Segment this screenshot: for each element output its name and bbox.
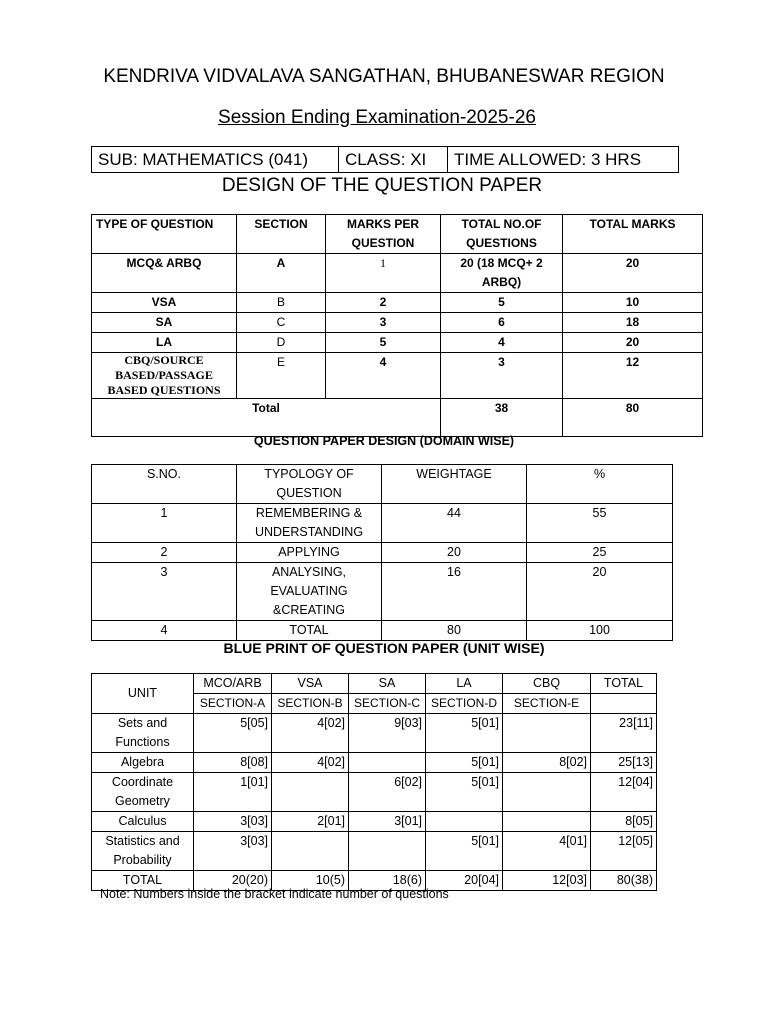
total-cell: 12[04] <box>591 773 657 812</box>
table-row <box>92 621 673 641</box>
domain-table <box>91 464 673 641</box>
table-row <box>92 504 673 543</box>
percent-cell: 100 <box>527 621 673 641</box>
section-cell: E <box>237 353 326 399</box>
mcq-cell: 3[03] <box>194 832 272 871</box>
weightage-cell: 80 <box>382 621 527 641</box>
design-table <box>91 214 703 437</box>
unit-cell: Algebra <box>92 753 194 773</box>
domain-header: WEIGHTAGE <box>382 465 527 504</box>
la-cell: 20[04] <box>426 871 503 891</box>
total-cell: 8[05] <box>591 812 657 832</box>
blueprint-header: MCO/ARB <box>194 674 272 694</box>
marks-cell: 1 <box>326 254 441 293</box>
section-label: SECTION-A <box>194 694 272 714</box>
table-row <box>92 812 657 832</box>
subject-cell: SUB: MATHEMATICS (041) <box>92 147 339 173</box>
domain-header: % <box>527 465 673 504</box>
count-cell: 5 <box>441 293 563 313</box>
table-row <box>92 313 703 333</box>
table-row <box>92 293 703 313</box>
vsa-cell: 4[02] <box>272 753 349 773</box>
section-label: SECTION-D <box>426 694 503 714</box>
cbq-cell: 8[02] <box>503 753 591 773</box>
section-cell: A <box>237 254 326 293</box>
weightage-cell: 44 <box>382 504 527 543</box>
sno-cell: 4 <box>92 621 237 641</box>
marks-cell: 3 <box>326 313 441 333</box>
unit-cell: Statistics and Probability <box>92 832 194 871</box>
blueprint-header: VSA <box>272 674 349 694</box>
section-label: SECTION-E <box>503 694 591 714</box>
percent-cell: 20 <box>527 563 673 621</box>
cbq-cell <box>503 773 591 812</box>
mcq-cell: 3[03] <box>194 812 272 832</box>
unit-cell: TOTAL <box>92 871 194 891</box>
section-label: SECTION-B <box>272 694 349 714</box>
exam-title: Session Ending Examination-2025-26 <box>218 107 536 128</box>
blueprint-title: BLUE PRINT OF QUESTION PAPER (UNIT WISE) <box>223 640 545 656</box>
cbq-cell <box>503 714 591 753</box>
vsa-cell <box>272 773 349 812</box>
total-cell: 23[11] <box>591 714 657 753</box>
la-cell: 5[01] <box>426 714 503 753</box>
table-row <box>92 254 703 293</box>
domain-header: TYPOLOGY OF QUESTION <box>237 465 382 504</box>
section-cell: B <box>237 293 326 313</box>
type-cell: SA <box>92 313 237 333</box>
vsa-cell: 10(5) <box>272 871 349 891</box>
total-cell: 20 <box>563 333 703 353</box>
table-row <box>92 399 703 437</box>
design-header: SECTION <box>237 215 326 254</box>
sa-cell: 9[03] <box>349 714 426 753</box>
section-cell: D <box>237 333 326 353</box>
table-row <box>92 353 703 399</box>
blueprint-header: LA <box>426 674 503 694</box>
total-cell: 12 <box>563 353 703 399</box>
count-cell: 3 <box>441 353 563 399</box>
blueprint-header: UNIT <box>92 674 194 714</box>
blueprint-header: SA <box>349 674 426 694</box>
blueprint-header: CBQ <box>503 674 591 694</box>
weightage-cell: 16 <box>382 563 527 621</box>
cbq-cell <box>503 812 591 832</box>
la-cell: 5[01] <box>426 753 503 773</box>
sa-cell: 6[02] <box>349 773 426 812</box>
design-header: TYPE OF QUESTION <box>92 215 237 254</box>
marks-cell: 5 <box>326 333 441 353</box>
table-row <box>92 773 657 812</box>
sa-cell <box>349 753 426 773</box>
section-label: SECTION-C <box>349 694 426 714</box>
paper-info-table <box>91 146 679 173</box>
marks-cell: 4 <box>326 353 441 399</box>
type-cell: CBQ/SOURCE BASED/PASSAGE BASED QUESTIONS <box>92 353 237 399</box>
type-cell: MCQ& ARBQ <box>92 254 237 293</box>
table-row <box>92 543 673 563</box>
type-cell: LA <box>92 333 237 353</box>
mcq-cell: 5[05] <box>194 714 272 753</box>
cbq-cell: 12[03] <box>503 871 591 891</box>
design-header: TOTAL NO.OF QUESTIONS <box>441 215 563 254</box>
domain-header: S.NO. <box>92 465 237 504</box>
total-cell: 25[13] <box>591 753 657 773</box>
table-row <box>92 832 657 871</box>
mcq-cell: 20(20) <box>194 871 272 891</box>
total-marks: 80 <box>563 399 703 437</box>
sno-cell: 3 <box>92 563 237 621</box>
blueprint-header: TOTAL <box>591 674 657 694</box>
total-cell: 18 <box>563 313 703 333</box>
section-cell: C <box>237 313 326 333</box>
table-row <box>92 714 657 753</box>
count-cell: 6 <box>441 313 563 333</box>
vsa-cell: 2[01] <box>272 812 349 832</box>
type-cell: VSA <box>92 293 237 313</box>
total-cell: 10 <box>563 293 703 313</box>
total-cell: 80(38) <box>591 871 657 891</box>
la-cell: 5[01] <box>426 832 503 871</box>
table-row <box>92 563 673 621</box>
class-cell: CLASS: XI <box>339 147 448 173</box>
count-cell: 4 <box>441 333 563 353</box>
table-row <box>92 753 657 773</box>
cbq-cell: 4[01] <box>503 832 591 871</box>
total-cell: 12[05] <box>591 832 657 871</box>
mcq-cell: 1[01] <box>194 773 272 812</box>
percent-cell: 55 <box>527 504 673 543</box>
organization-title: KENDRIVA VIDVALAVA SANGATHAN, BHUBANESWAR REGION <box>103 66 665 87</box>
vsa-cell: 4[02] <box>272 714 349 753</box>
sa-cell <box>349 832 426 871</box>
la-cell <box>426 812 503 832</box>
sa-cell: 3[01] <box>349 812 426 832</box>
sno-cell: 2 <box>92 543 237 563</box>
sa-cell: 18(6) <box>349 871 426 891</box>
blueprint-table <box>91 673 657 891</box>
total-cell: 20 <box>563 254 703 293</box>
table-row <box>92 333 703 353</box>
footnote: Note: Numbers inside the bracket indicate number of questions <box>100 887 449 901</box>
count-cell: 20 (18 MCQ+ 2 ARBQ) <box>441 254 563 293</box>
total-questions: 38 <box>441 399 563 437</box>
typology-cell: REMEMBERING & UNDERSTANDING <box>237 504 382 543</box>
design-header: MARKS PER QUESTION <box>326 215 441 254</box>
time-cell: TIME ALLOWED: 3 HRS <box>448 147 679 173</box>
unit-cell: Sets and Functions <box>92 714 194 753</box>
vsa-cell <box>272 832 349 871</box>
design-title: DESIGN OF THE QUESTION PAPER <box>221 175 543 196</box>
design-header: TOTAL MARKS <box>563 215 703 254</box>
typology-cell: APPLYING <box>237 543 382 563</box>
typology-cell: TOTAL <box>237 621 382 641</box>
la-cell: 5[01] <box>426 773 503 812</box>
typology-cell: ANALYSING, EVALUATING &CREATING <box>237 563 382 621</box>
unit-cell: Coordinate Geometry <box>92 773 194 812</box>
sno-cell: 1 <box>92 504 237 543</box>
total-label: Total <box>92 399 441 437</box>
percent-cell: 25 <box>527 543 673 563</box>
unit-cell: Calculus <box>92 812 194 832</box>
weightage-cell: 20 <box>382 543 527 563</box>
marks-cell: 2 <box>326 293 441 313</box>
domain-title: QUESTION PAPER DESIGN (DOMAIN WISE) <box>253 434 515 448</box>
mcq-cell: 8[08] <box>194 753 272 773</box>
